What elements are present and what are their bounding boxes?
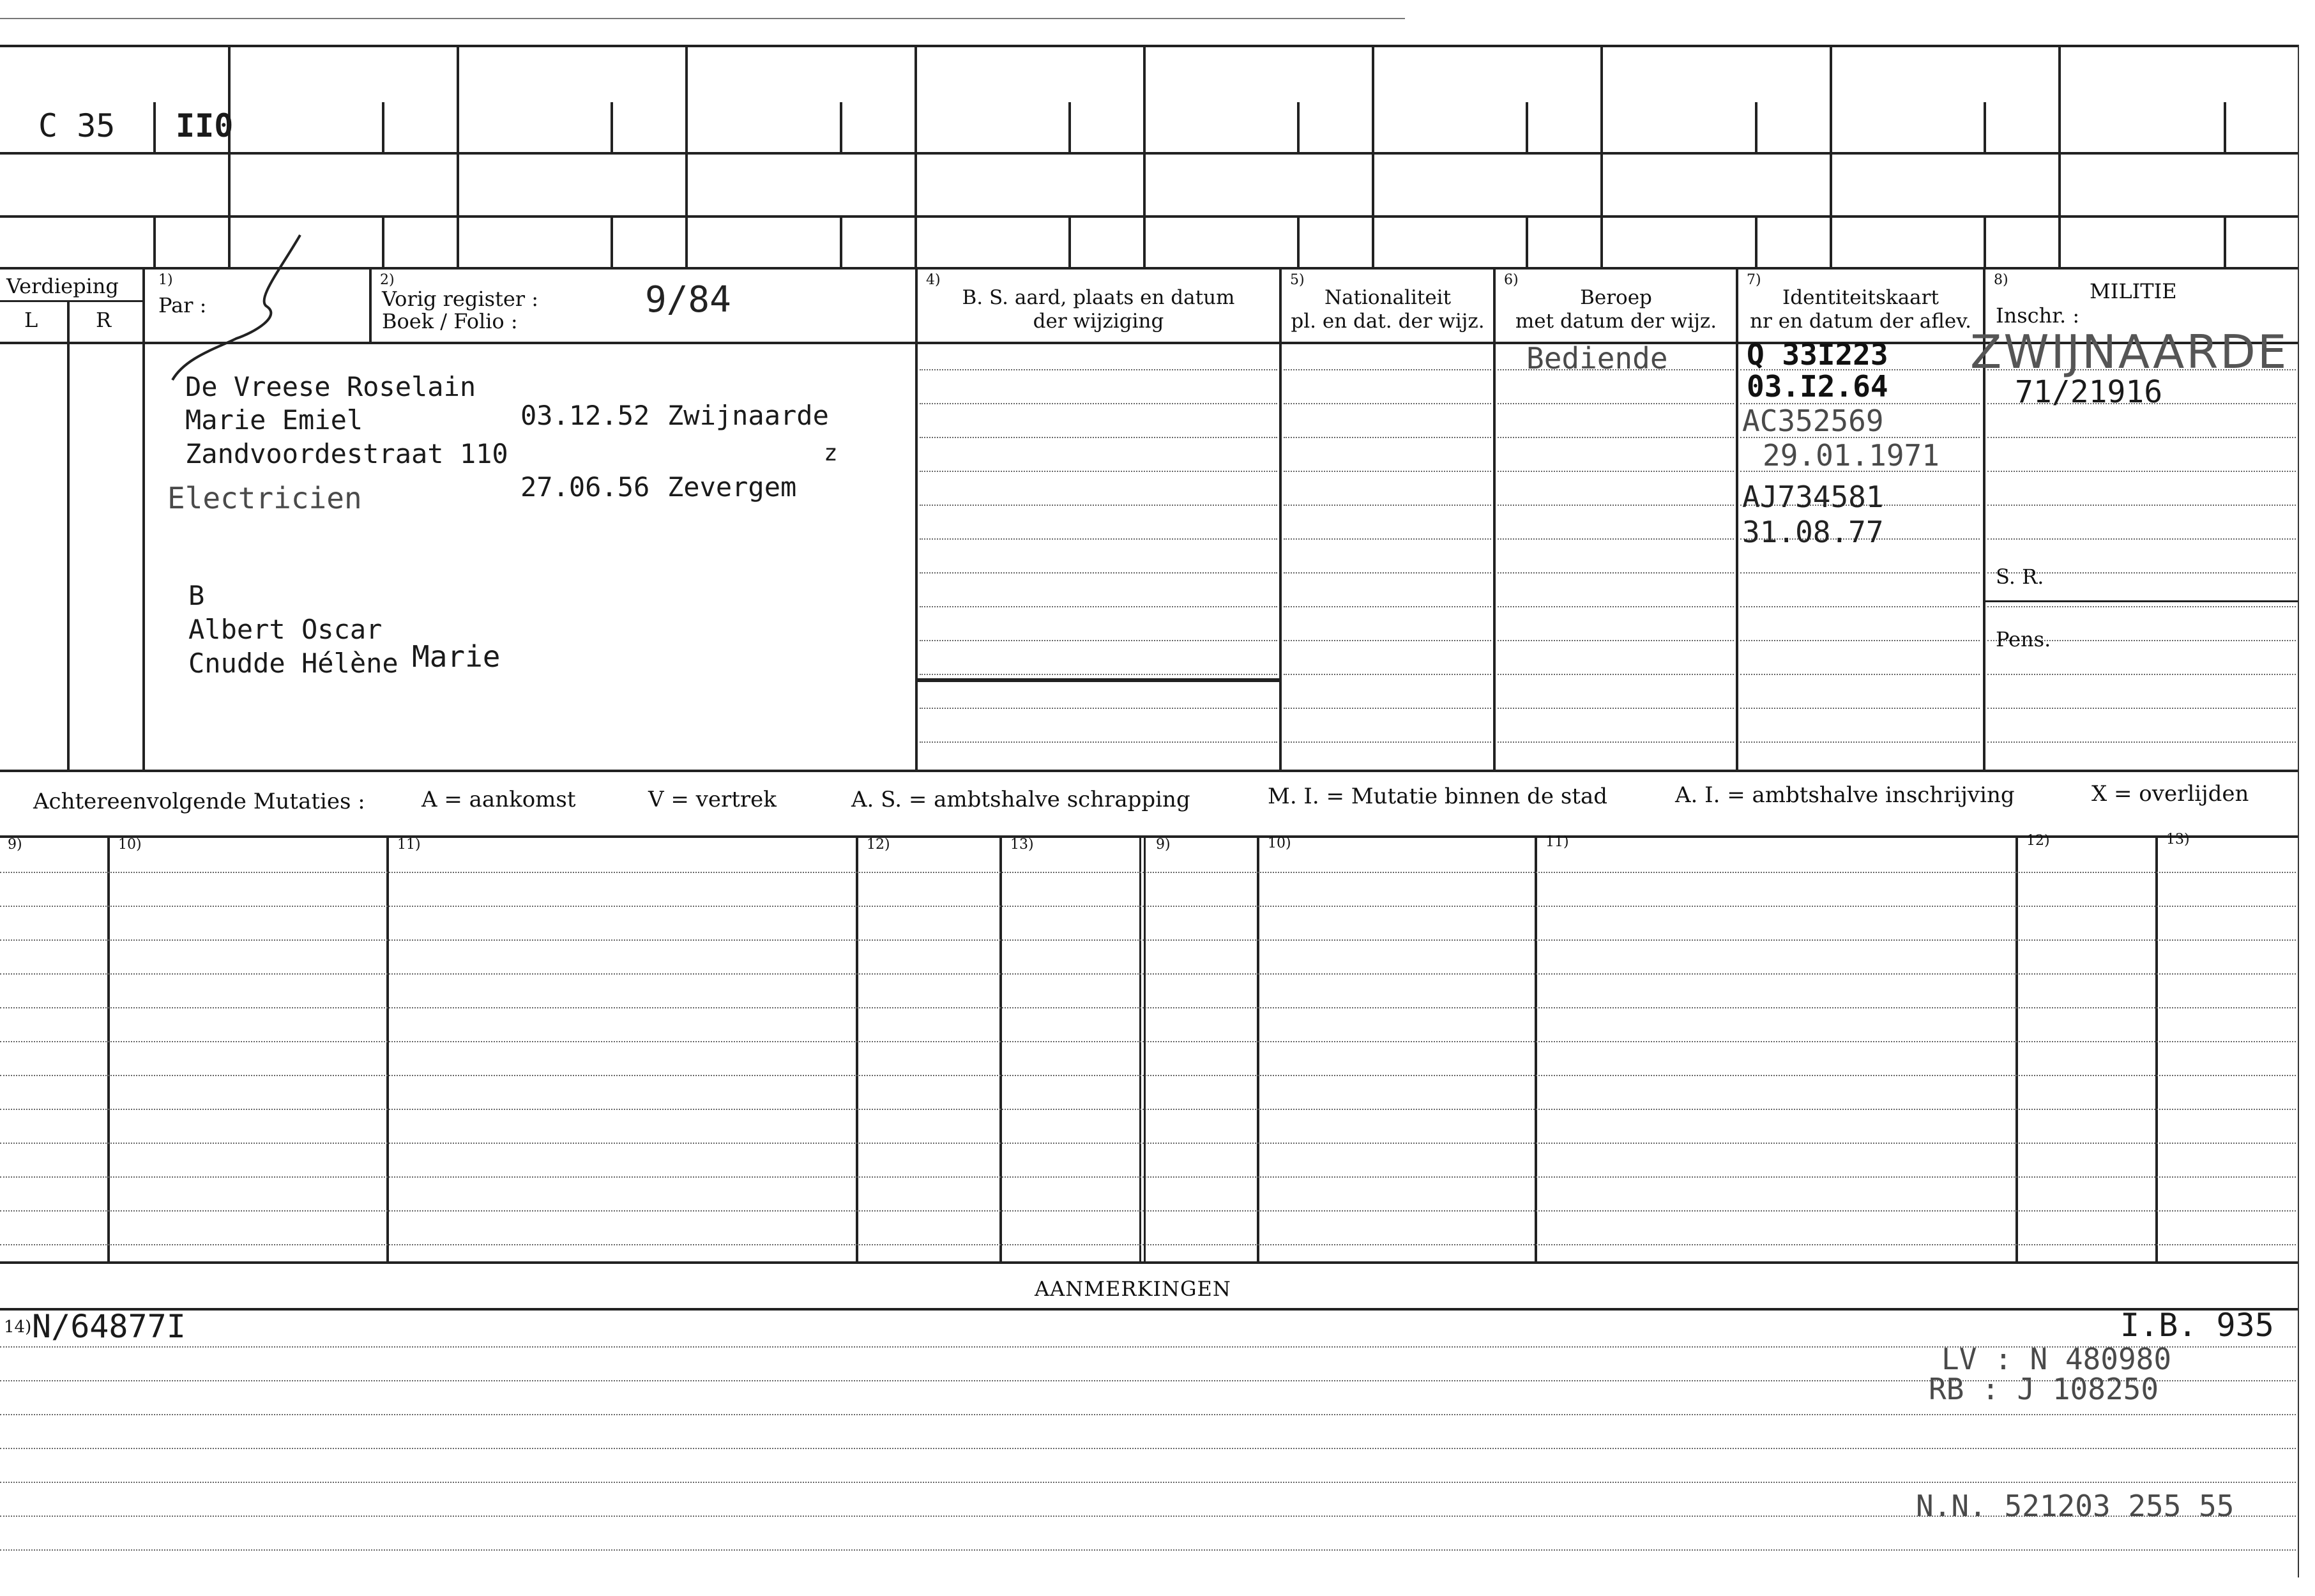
top-grid-divider (1143, 45, 1146, 267)
ruled-line (920, 369, 1277, 370)
mutations-col-9: 9) (8, 837, 22, 853)
top-grid-tick (382, 215, 384, 267)
ruled-line (1284, 369, 1491, 370)
ruled-line (1498, 505, 1734, 506)
top-grid-divider (685, 45, 688, 267)
mutations-col-10b: 10) (1268, 835, 1291, 851)
ruled-line (920, 572, 1277, 574)
ruled-line (1498, 538, 1734, 540)
top-grid-divider (1600, 45, 1603, 267)
ruled-line (1987, 538, 2296, 540)
ruled-line (0, 1549, 2296, 1551)
ruled-line (1740, 606, 1980, 607)
id-card1-date: 03.I2.64 (1747, 369, 1888, 404)
mother-extra: Marie (412, 639, 501, 674)
column-line (1493, 267, 1496, 770)
legend-v: V = vertrek (648, 787, 777, 812)
mutations-column-line (856, 835, 858, 1263)
column-line (1736, 267, 1738, 770)
ruled-line (1987, 437, 2296, 438)
col7-header-line1: Identiteitskaart (1782, 286, 1939, 309)
ruled-line (1498, 606, 1734, 607)
ruled-line (0, 1244, 2296, 1245)
ruled-line (0, 1448, 2296, 1449)
vorig-register-label: Vorig register : (382, 287, 539, 311)
ruled-line (1987, 741, 2296, 743)
col6-header-line2: met datum der wijz. (1515, 309, 1717, 333)
top-grid-tick (1068, 215, 1071, 267)
top-grid-tick (611, 215, 613, 267)
top-grid-divider (1830, 45, 1832, 267)
id-card2-number: AC352569 (1742, 404, 1884, 438)
ruled-line (1284, 471, 1491, 472)
top-grid-tick (840, 102, 842, 152)
ruled-line (1740, 572, 1980, 574)
column-line (915, 267, 918, 770)
handwritten-stroke (160, 230, 313, 390)
ruled-line (1740, 640, 1980, 641)
mutations-column-line (1535, 835, 1537, 1263)
ruled-line (0, 872, 2296, 873)
ruled-line (1284, 606, 1491, 607)
ruled-line (0, 1143, 2296, 1144)
person-date2: 27.06.56 (520, 471, 650, 503)
ruled-line (920, 741, 1277, 743)
remarks-rb: RB : J 108250 (1929, 1372, 2159, 1406)
militie-stamp: ZWIJNAARDE (1970, 325, 2289, 379)
remarks-top-line (0, 1261, 2299, 1264)
ruled-line (0, 1414, 2296, 1415)
top-grid-tick (1755, 215, 1757, 267)
ruled-line (920, 471, 1277, 472)
ruled-line (0, 906, 2296, 907)
mutations-column-line (1257, 835, 1259, 1263)
ruled-line (1498, 708, 1734, 709)
b-mark: B (188, 580, 205, 611)
inschr-label: Inschr. : (1996, 303, 2080, 328)
remarks-title: AANMERKINGEN (1035, 1277, 1231, 1301)
ruled-line (920, 674, 1277, 675)
mutations-top-line (0, 835, 2299, 838)
top-grid-tick (2224, 215, 2226, 267)
ruled-line (920, 538, 1277, 540)
person-name: De Vreese Roselain (185, 371, 476, 402)
top-grid-tick (1297, 215, 1300, 267)
top-grid-tick (611, 102, 613, 152)
mutations-col-12b: 12) (2026, 833, 2050, 849)
ruled-line (1284, 403, 1491, 404)
ruled-line (1284, 674, 1491, 675)
ruled-line (920, 708, 1277, 709)
ruled-line (920, 403, 1277, 404)
ruled-line (1284, 572, 1491, 574)
ruled-line (1498, 403, 1734, 404)
militie-number: 71/21916 (2015, 374, 2163, 410)
ruled-line (1987, 471, 2296, 472)
top-grid-tick (1068, 102, 1071, 152)
id-card3-date: 31.08.77 (1742, 515, 1884, 549)
vorig-register-value: 9/84 (645, 279, 731, 321)
col6-header-line1: Beroep (1580, 286, 1652, 309)
person-birth-date: 03.12.52 (520, 400, 650, 431)
mutations-col-13b: 13) (2166, 832, 2190, 847)
ruled-line (920, 505, 1277, 506)
person-place2: Zevergem (667, 471, 797, 503)
top-grid-number: II0 (176, 107, 234, 144)
ruled-line (1498, 471, 1734, 472)
sr-label: S. R. (1996, 565, 2044, 589)
top-grid-tick (153, 102, 156, 152)
col1-number: 1) (158, 272, 173, 288)
ruled-line (1284, 741, 1491, 743)
mutations-col-9b: 9) (1156, 837, 1171, 853)
top-grid-divider (1372, 45, 1374, 267)
mutations-col-11b: 11) (1545, 834, 1569, 850)
col6-number: 6) (1504, 272, 1519, 288)
id-card3-number: AJ734581 (1742, 480, 1884, 514)
col4-header-line2: der wijziging (1033, 309, 1164, 333)
right-edge-line (2298, 45, 2299, 1577)
legend-ai: A. I. = ambtshalve inschrijving (1675, 782, 2015, 808)
par-label: Par : (158, 293, 207, 317)
mutations-center-divider (1139, 835, 1146, 1263)
legend-x: X = overlijden (2091, 781, 2249, 807)
ruled-line (1284, 708, 1491, 709)
ruled-line (1498, 640, 1734, 641)
top-grid-tick (1297, 102, 1300, 152)
top-grid-line (0, 267, 2299, 270)
col7-number: 7) (1747, 272, 1761, 288)
top-grid-tick (153, 215, 156, 267)
person-birth-place: Zwijnaarde (667, 400, 829, 431)
col8-number: 8) (1994, 272, 2008, 288)
ruled-line (1987, 674, 2296, 675)
ruled-line (0, 1041, 2296, 1042)
legend-a: A = aankomst (421, 787, 576, 812)
ruled-line (1284, 538, 1491, 540)
boek-folio-label: Boek / Folio : (382, 309, 518, 333)
data-area-bottom-line (0, 770, 2299, 772)
z-mark: z (824, 440, 838, 466)
mutations-column-line (2015, 835, 2018, 1263)
pens-label: Pens. (1996, 627, 2051, 651)
remarks-number: 14) (4, 1318, 32, 1337)
ruled-line (1284, 505, 1491, 506)
col7-header (1738, 286, 1983, 333)
col4-header-line1: B. S. aard, plaats en datum (962, 286, 1235, 309)
column-line (369, 267, 372, 342)
top-edge-line (0, 18, 1405, 19)
mutations-column-line (107, 835, 110, 1263)
top-grid-line (0, 152, 2299, 155)
ruled-line (1987, 505, 2296, 506)
ruled-line (1284, 437, 1491, 438)
ruled-line (0, 1007, 2296, 1008)
father-name: Albert Oscar (188, 614, 383, 645)
verdieping-l-label: L (24, 308, 38, 332)
militie-label: MILITIE (2090, 279, 2177, 303)
top-grid-line (0, 45, 2299, 47)
ruled-line (920, 437, 1277, 438)
ruled-line (1740, 741, 1980, 743)
mutations-column-line (386, 835, 389, 1263)
ruled-line (1987, 708, 2296, 709)
top-grid-tick (1526, 102, 1528, 152)
mutations-column-line (2155, 835, 2158, 1263)
mutations-col-12: 12) (867, 837, 890, 853)
col4-header (920, 286, 1277, 333)
header-bottom-line (0, 342, 2299, 344)
person-address: Zandvoordestraat 110 (185, 438, 508, 469)
verdieping-r-label: R (96, 308, 112, 332)
ruled-line (1740, 674, 1980, 675)
mutations-col-11: 11) (397, 837, 421, 853)
ruled-line (1498, 741, 1734, 743)
remarks-ref: N/64877I (32, 1308, 186, 1345)
column-line (1279, 267, 1282, 770)
col5-header (1282, 286, 1493, 333)
top-grid-tick (1984, 102, 1986, 152)
ruled-line (0, 1109, 2296, 1110)
ruled-line (0, 973, 2296, 975)
top-grid-tick (1755, 102, 1757, 152)
top-grid-divider (457, 45, 459, 267)
top-grid-code: C 35 (38, 107, 116, 144)
mutations-col-10: 10) (118, 837, 142, 853)
top-grid-tick (2224, 102, 2226, 152)
top-grid-divider (2058, 45, 2061, 267)
ruled-line (1498, 437, 1734, 438)
legend-as: A. S. = ambtshalve schrapping (851, 787, 1190, 812)
ruled-line (920, 640, 1277, 641)
militie-split-line (1983, 600, 2299, 602)
ruled-line (1498, 674, 1734, 675)
remarks-lv: LV : N 480980 (1941, 1342, 2172, 1376)
verdieping-label: Verdieping (6, 274, 119, 298)
top-grid-tick (382, 102, 384, 152)
ruled-line (0, 939, 2296, 941)
col5-header-line2: pl. en dat. der wijz. (1291, 309, 1485, 333)
column-line (142, 267, 145, 770)
remarks-ib: I.B. 935 (2120, 1307, 2274, 1344)
beroep-value: Bediende (1526, 341, 1668, 376)
person-occupation: Electricien (167, 481, 362, 515)
person-first-names: Marie Emiel (185, 404, 363, 436)
ruled-line (0, 1482, 2296, 1483)
ruled-line (0, 1176, 2296, 1178)
col4-thick-line (915, 678, 1279, 682)
legend-title: Achtereenvolgende Mutaties : (33, 789, 365, 814)
id-card1-number: Q 33I223 (1747, 337, 1888, 372)
remarks-header-line (0, 1308, 2299, 1311)
top-grid-tick (1984, 215, 1986, 267)
ruled-line (0, 1210, 2296, 1212)
mutations-col-13: 13) (1010, 837, 1034, 853)
remarks-nn: N.N. 521203 255 55 (1916, 1489, 2235, 1523)
mother-name: Cnudde Hélène (188, 648, 398, 679)
top-grid-divider (915, 45, 917, 267)
top-grid-tick (1526, 215, 1528, 267)
col5-number: 5) (1290, 272, 1305, 288)
ruled-line (1740, 708, 1980, 709)
col2-number: 2) (380, 272, 395, 288)
top-grid-line (0, 215, 2299, 218)
verdieping-split-line (0, 300, 144, 302)
top-grid-tick (840, 215, 842, 267)
ruled-line (0, 1075, 2296, 1076)
id-card2-date: 29.01.1971 (1763, 438, 1939, 473)
col6-header (1496, 286, 1736, 333)
mutations-column-line (999, 835, 1002, 1263)
col4-number: 4) (926, 272, 941, 288)
ruled-line (1284, 640, 1491, 641)
col5-header-line1: Nationaliteit (1324, 286, 1452, 309)
ruled-line (1498, 572, 1734, 574)
col7-header-line2: nr en datum der aflev. (1750, 309, 1971, 333)
legend-mi: M. I. = Mutatie binnen de stad (1268, 784, 1607, 809)
column-line (67, 300, 70, 770)
ruled-line (1987, 606, 2296, 607)
ruled-line (920, 606, 1277, 607)
